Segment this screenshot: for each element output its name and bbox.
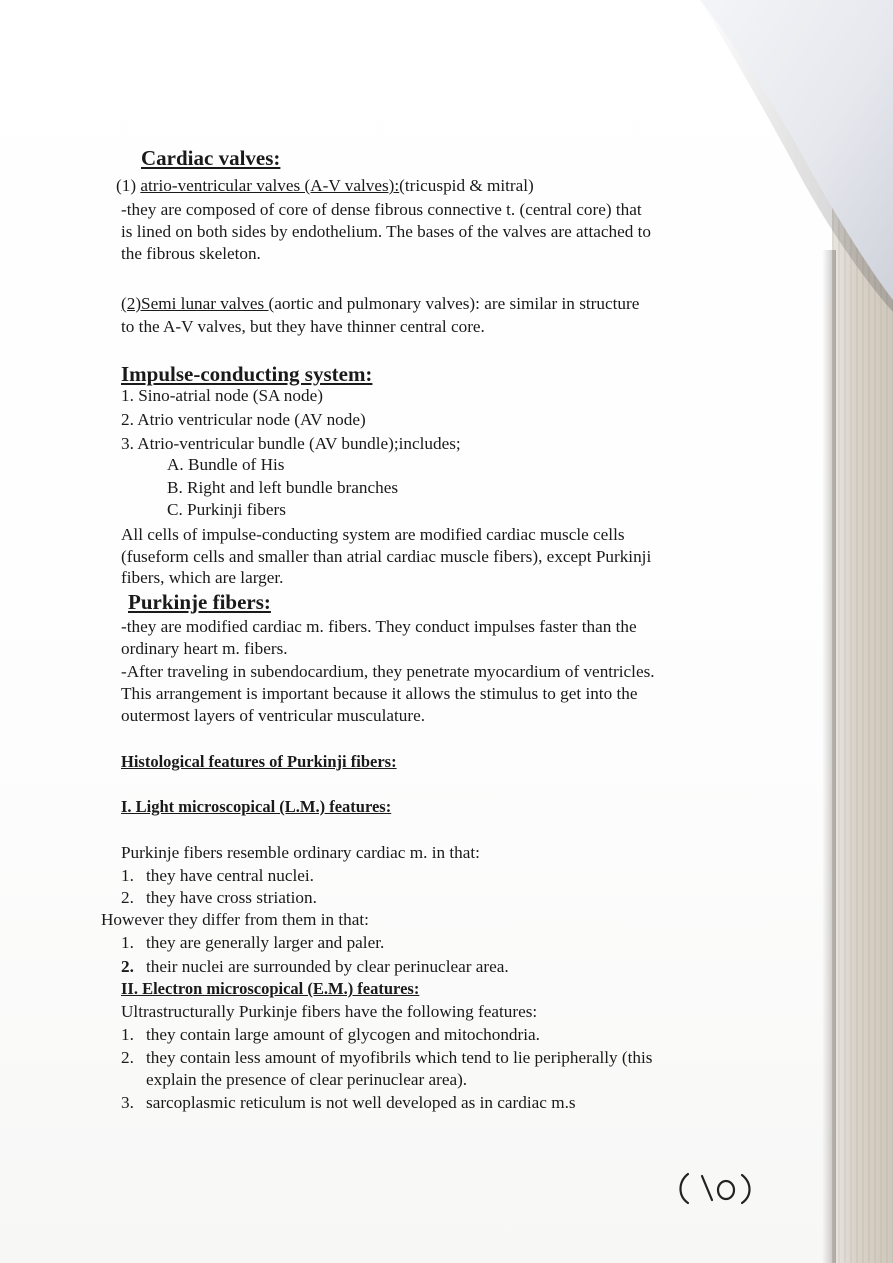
av-desc-line: -they are composed of core of dense fibrous connective t. (central core) that xyxy=(121,200,642,219)
item-text: they have central nuclei. xyxy=(146,866,314,885)
impulse-subitem: A. Bundle of His xyxy=(167,455,285,474)
av-desc-line: is lined on both sides by endothelium. The bases of the valves are attached to xyxy=(121,222,651,241)
item-number: 1. xyxy=(121,933,134,952)
em-item xyxy=(121,1093,576,1113)
em-item xyxy=(121,1048,653,1068)
av-valves-number: (1) xyxy=(116,176,141,195)
impulse-item: 2. Atrio ventricular node (AV node) xyxy=(121,410,366,429)
semilunar-valves-title: (2)Semi lunar valves xyxy=(121,294,269,313)
impulse-summary-line: (fuseform cells and smaller than atrial cardiac muscle fibers), except Purkinji xyxy=(121,547,652,566)
semilunar-desc-line: to the A-V valves, but they have thinner central core. xyxy=(121,317,485,336)
lm-similar-item xyxy=(121,888,317,908)
heading-cardiac-valves: Cardiac valves: xyxy=(141,146,281,170)
heading-histological-features: Histological features of Purkinji fibers: xyxy=(121,752,397,771)
item-text: they contain large amount of glycogen and mitochondria. xyxy=(146,1025,540,1044)
semilunar-valves-tail: (aortic and pulmonary valves): are similar in structure xyxy=(268,294,640,313)
lm-similar-item xyxy=(121,866,314,886)
item-number: 1. xyxy=(121,866,134,885)
av-valves-line xyxy=(116,176,534,196)
lm-intro: Purkinje fibers resemble ordinary cardiac m. in that: xyxy=(121,843,480,862)
item-text: sarcoplasmic reticulum is not well developed as in cardiac m.s xyxy=(146,1093,576,1112)
item-text: they have cross striation. xyxy=(146,888,317,907)
lm-differ-item xyxy=(121,933,385,953)
av-desc-line: the fibrous skeleton. xyxy=(121,244,261,263)
impulse-item: 1. Sino-atrial node (SA node) xyxy=(121,386,323,405)
handwritten-page-number xyxy=(676,1170,756,1206)
background-edge xyxy=(832,0,893,1263)
av-valves-tail: (tricuspid & mitral) xyxy=(399,176,534,195)
purkinje-line: outermost layers of ventricular musculature. xyxy=(121,706,426,725)
item-text: their nuclei are surrounded by clear perinuclear area. xyxy=(146,957,509,976)
impulse-summary-line: All cells of impulse-conducting system are modified cardiac muscle cells xyxy=(121,525,625,544)
item-number: 1. xyxy=(121,1025,134,1044)
item-number: 3. xyxy=(121,1093,134,1112)
impulse-subitem: C. Purkinji fibers xyxy=(167,500,286,519)
item-text: they contain less amount of myofibrils which tend to lie peripherally (this xyxy=(146,1048,653,1067)
purkinje-line: This arrangement is important because it allows the stimulus to get into the xyxy=(121,684,638,703)
lm-differ-intro: However they differ from them in that: xyxy=(101,910,369,929)
item-number: 2. xyxy=(121,957,134,976)
purkinje-line: -After traveling in subendocardium, they penetrate myocardium of ventricles. xyxy=(121,662,655,681)
item-number: 2. xyxy=(121,888,134,907)
heading-impulse-system: Impulse-conducting system: xyxy=(121,362,373,386)
item-text: explain the presence of clear perinuclear area). xyxy=(146,1070,468,1089)
heading-light-microscopical: I. Light microscopical (L.M.) features: xyxy=(121,797,392,816)
purkinje-line: ordinary heart m. fibers. xyxy=(121,639,288,658)
heading-electron-microscopical: II. Electron microscopical (E.M.) features: xyxy=(121,979,420,998)
purkinje-line: -they are modified cardiac m. fibers. They conduct impulses faster than the xyxy=(121,617,637,636)
heading-purkinje-fibers: Purkinje fibers: xyxy=(128,590,271,614)
av-valves-title: atrio-ventricular valves (A-V valves): xyxy=(140,176,400,195)
impulse-item: 3. Atrio-ventricular bundle (AV bundle);includes; xyxy=(121,434,461,453)
em-item xyxy=(121,1025,540,1045)
semilunar-valves-line xyxy=(121,294,639,314)
impulse-subitem: B. Right and left bundle branches xyxy=(167,478,399,497)
page-edge-shadow xyxy=(822,250,836,1263)
item-number: 2. xyxy=(121,1048,134,1067)
lm-differ-item xyxy=(121,957,509,977)
item-text: they are generally larger and paler. xyxy=(146,933,385,952)
impulse-summary-line: fibers, which are larger. xyxy=(121,568,284,587)
em-intro: Ultrastructurally Purkinje fibers have the following features: xyxy=(121,1002,538,1021)
page-number-graphic xyxy=(676,1170,756,1206)
